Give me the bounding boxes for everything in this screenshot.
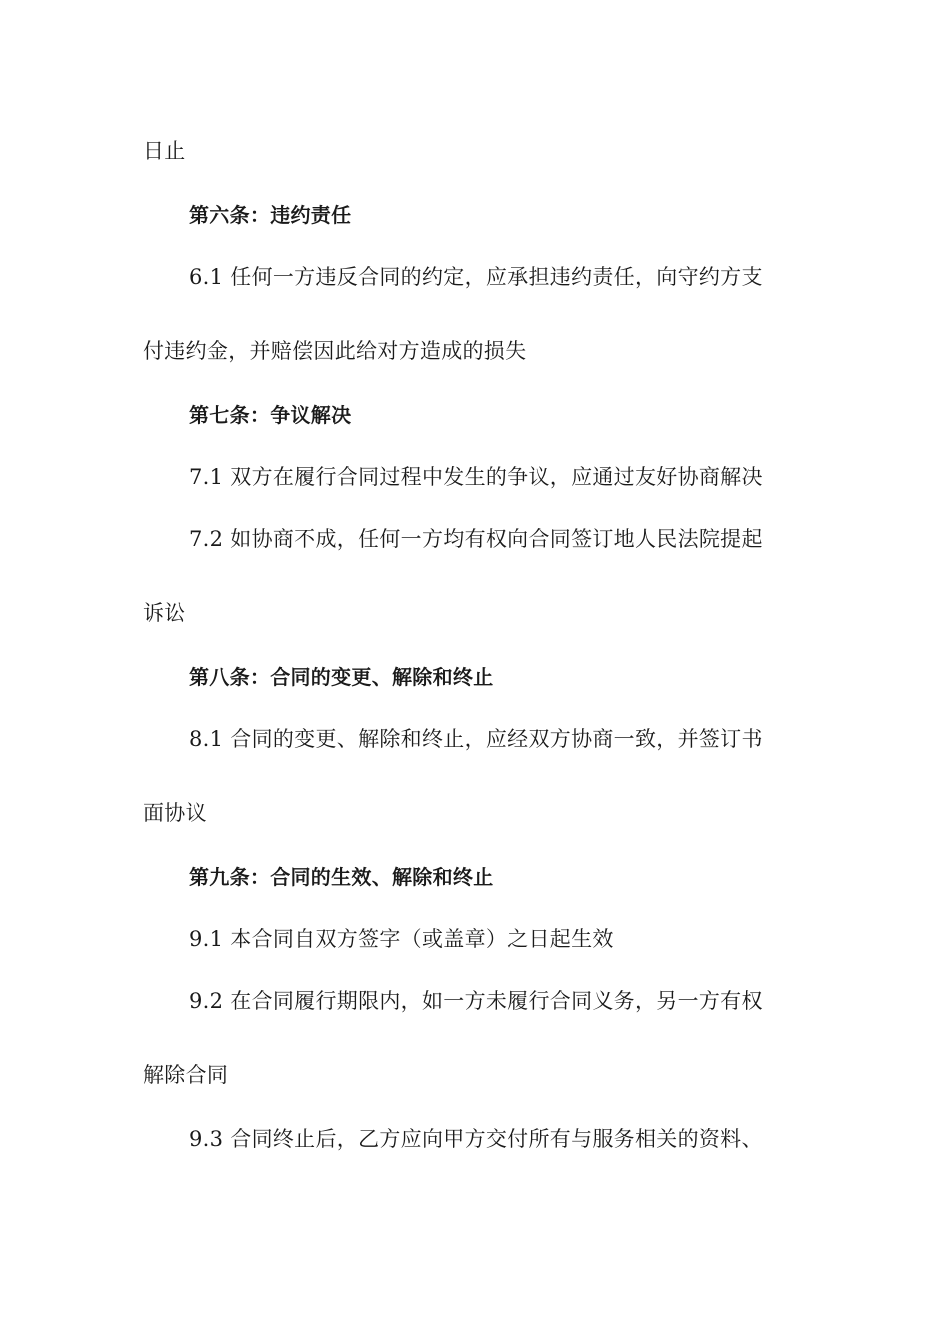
article-7-heading: 第七条：争议解决 (189, 403, 352, 427)
clause-9-2-continuation: 解除合同 (143, 1063, 229, 1087)
clause-7-1: 7.1 双方在履行合同过程中发生的争议，应通过友好协商解决 (189, 465, 763, 489)
clause-8-1-continuation: 面协议 (143, 801, 207, 825)
clause-9-3: 9.3 合同终止后，乙方应向甲方交付所有与服务相关的资料、 (189, 1127, 763, 1151)
clause-9-1: 9.1 本合同自双方签字（或盖章）之日起生效 (189, 927, 614, 951)
article-9-heading: 第九条：合同的生效、解除和终止 (189, 865, 494, 889)
article-8-heading: 第八条：合同的变更、解除和终止 (189, 665, 494, 689)
clause-6-1: 6.1 任何一方违反合同的约定，应承担违约责任，向守约方支 (189, 265, 763, 289)
clause-7-2-continuation: 诉讼 (143, 601, 186, 625)
clause-7-2: 7.2 如协商不成，任何一方均有权向合同签订地人民法院提起 (189, 527, 763, 551)
paragraph-continuation: 日止 (143, 139, 186, 163)
clause-9-2: 9.2 在合同履行期限内，如一方未履行合同义务，另一方有权 (189, 989, 763, 1013)
clause-6-1-continuation: 付违约金，并赔偿因此给对方造成的损失 (143, 339, 527, 363)
article-6-heading: 第六条：违约责任 (189, 203, 352, 227)
clause-8-1: 8.1 合同的变更、解除和终止，应经双方协商一致，并签订书 (189, 727, 763, 751)
